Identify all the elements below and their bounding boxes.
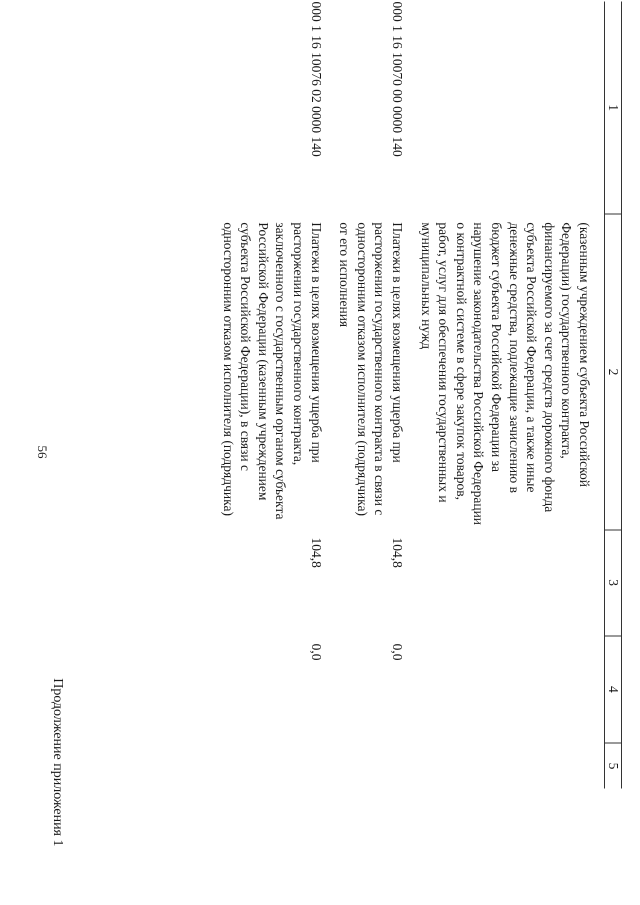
table-row (336, 2, 406, 789)
table-header (605, 2, 622, 789)
header-col-3: 3 (605, 530, 622, 636)
row-col4-value: 0,0 (308, 643, 324, 661)
header-col-1: 1 (605, 2, 622, 215)
table-row-continued (417, 2, 593, 789)
row-col4-value: 0,0 (390, 643, 406, 661)
row-name: Платежи в целях возмещения ущерба при расторжении государственного контракта, заключенного с государственным органом субъекта Российской Федерации (казенным учреждением субъекта Российской Федерации), в связи с односторонним отказом исполнителя (подрядчика) (220, 222, 324, 520)
header-col-5: 5 (605, 743, 622, 788)
page-number: 56 (35, 445, 50, 459)
row-col3-value: 104,8 (390, 537, 406, 568)
table-header-spacer (622, 2, 640, 789)
row-code: 000 1 16 10076 02 0000 140 (308, 1, 324, 157)
continued-text: (казенным учреждением субъекта Российской Федерации) государственного контракта, финансируемого за счет средств дорожного фонда субъекта Российской Федерации, а также иные денежные средства, подлежащие зачислению в бюджет субъекта Российской Федерации за нарушение законодательства Российской Федерации о контрактной системе в сфере закупок товаров, работ, услуг для обеспечения государственных и муниципальных нужд (418, 222, 592, 526)
row-col5-value (336, 743, 406, 788)
row-name: Платежи в целях возмещения ущерба при расторжении государственного контракта в связи с односторонним отказом исполнителя (подрядчика) от его исполнения (337, 222, 406, 516)
row-code: 000 1 16 10070 00 0000 140 (390, 1, 406, 157)
row-col5-value (219, 743, 325, 788)
table-row (219, 2, 325, 789)
revenue-table (219, 2, 640, 789)
row-col3-value: 104,8 (308, 537, 324, 568)
header-col-4: 4 (605, 636, 622, 743)
continuation-label: Продолжение приложения 1 (50, 678, 65, 847)
header-col-2: 2 (605, 214, 622, 529)
